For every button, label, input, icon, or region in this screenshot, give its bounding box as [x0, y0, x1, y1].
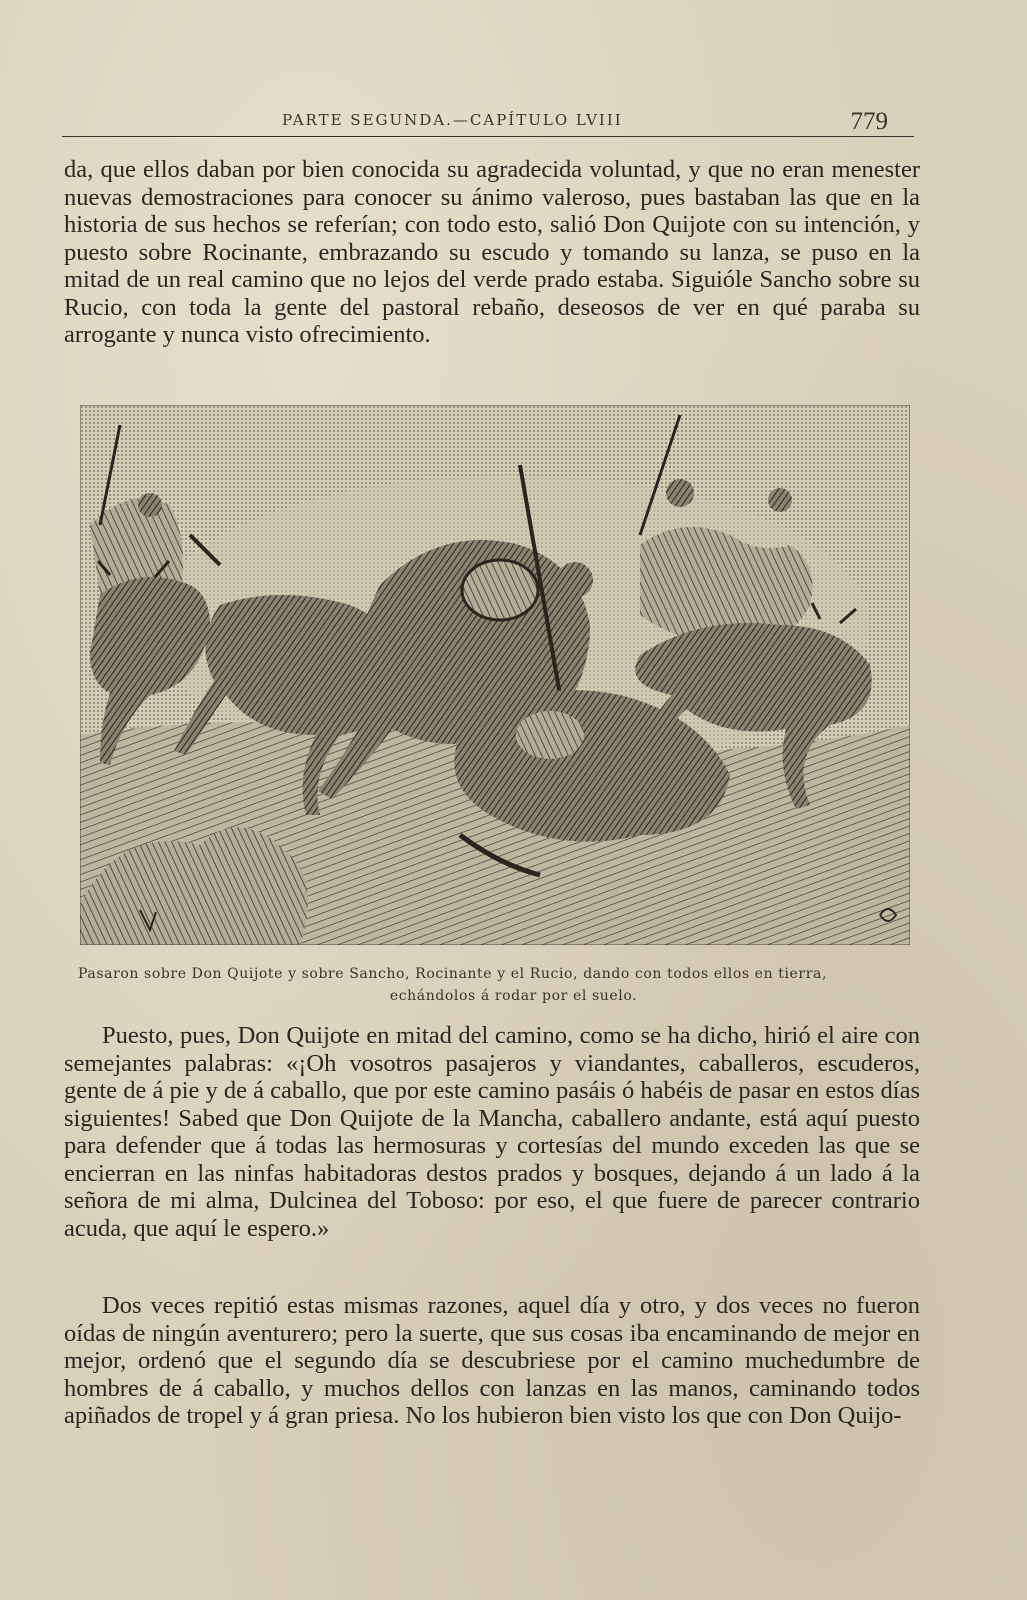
- paragraph-2: Dos veces repitió estas mismas razones, aquel día y otro, y dos veces no fueron oídas de ningún aventurero; pero la suerte, que sus cosas iba encaminando de mejor en mejor, ordenó que el segundo día se descubriese por el camino muchedumbre de hombres de á caballo, y muchos dellos con lanzas en las manos, caminando todos apiñados de tropel y á gran priesa. No los hubieron bien visto los que con Don Quijo-: [64, 1292, 920, 1429]
- paragraph-1: Puesto, pues, Don Quijote en mitad del camino, como se ha dicho, hirió el aire con semejantes palabras: «¡Oh vosotros pasajeros y viandantes, caballeros, escuderos, gente de á pie y de á caballo, que por este camino pasáis ó habéis de pasar en estos días siguientes! Sabed que Don Quijote de la Mancha, caballero andante, está aquí puesto para defender que á todas las hermosuras y cortesías del mundo exceden las que se encierran en las ninfas habitadoras destos prados y bosques, dejando á un lado á la señora de mi alma, Dulcinea del Toboso: por eso, el que fuere de parecer contrario acuda, que aquí le espero.»: [64, 1022, 920, 1242]
- engraving-svg: [80, 405, 910, 945]
- paragraph-top: da, que ellos daban por bien conocida su agradecida voluntad, y que no eran menester nuevas demostraciones para conocer su ánimo valeroso, pues bastaban las que en la historia de sus hechos se referían; con todo esto, salió Don Quijote con su intención, y puesto sobre Rocinante, embrazando su escudo y tomando su lanza, se puso en la mitad de un real camino que no lejos del verde prado estaba. Siguióle Sancho sobre su Rucio, con toda la gente del pastoral rebaño, deseosos de ver en qué paraba su arrogante y nunca visto ofrecimiento.: [64, 156, 920, 348]
- running-title: PARTE SEGUNDA.—CAPÍTULO LVIII: [282, 111, 623, 129]
- page-number: 779: [850, 108, 888, 135]
- engraving-illustration: [80, 405, 910, 945]
- figure-caption-line-1: Pasaron sobre Don Quijote y sobre Sancho, Rocinante y el Rucio, dando con todos ellos en tierra,: [78, 966, 827, 982]
- running-head: [62, 108, 914, 137]
- figure-caption-line-2: echándolos á rodar por el suelo.: [389, 988, 638, 1004]
